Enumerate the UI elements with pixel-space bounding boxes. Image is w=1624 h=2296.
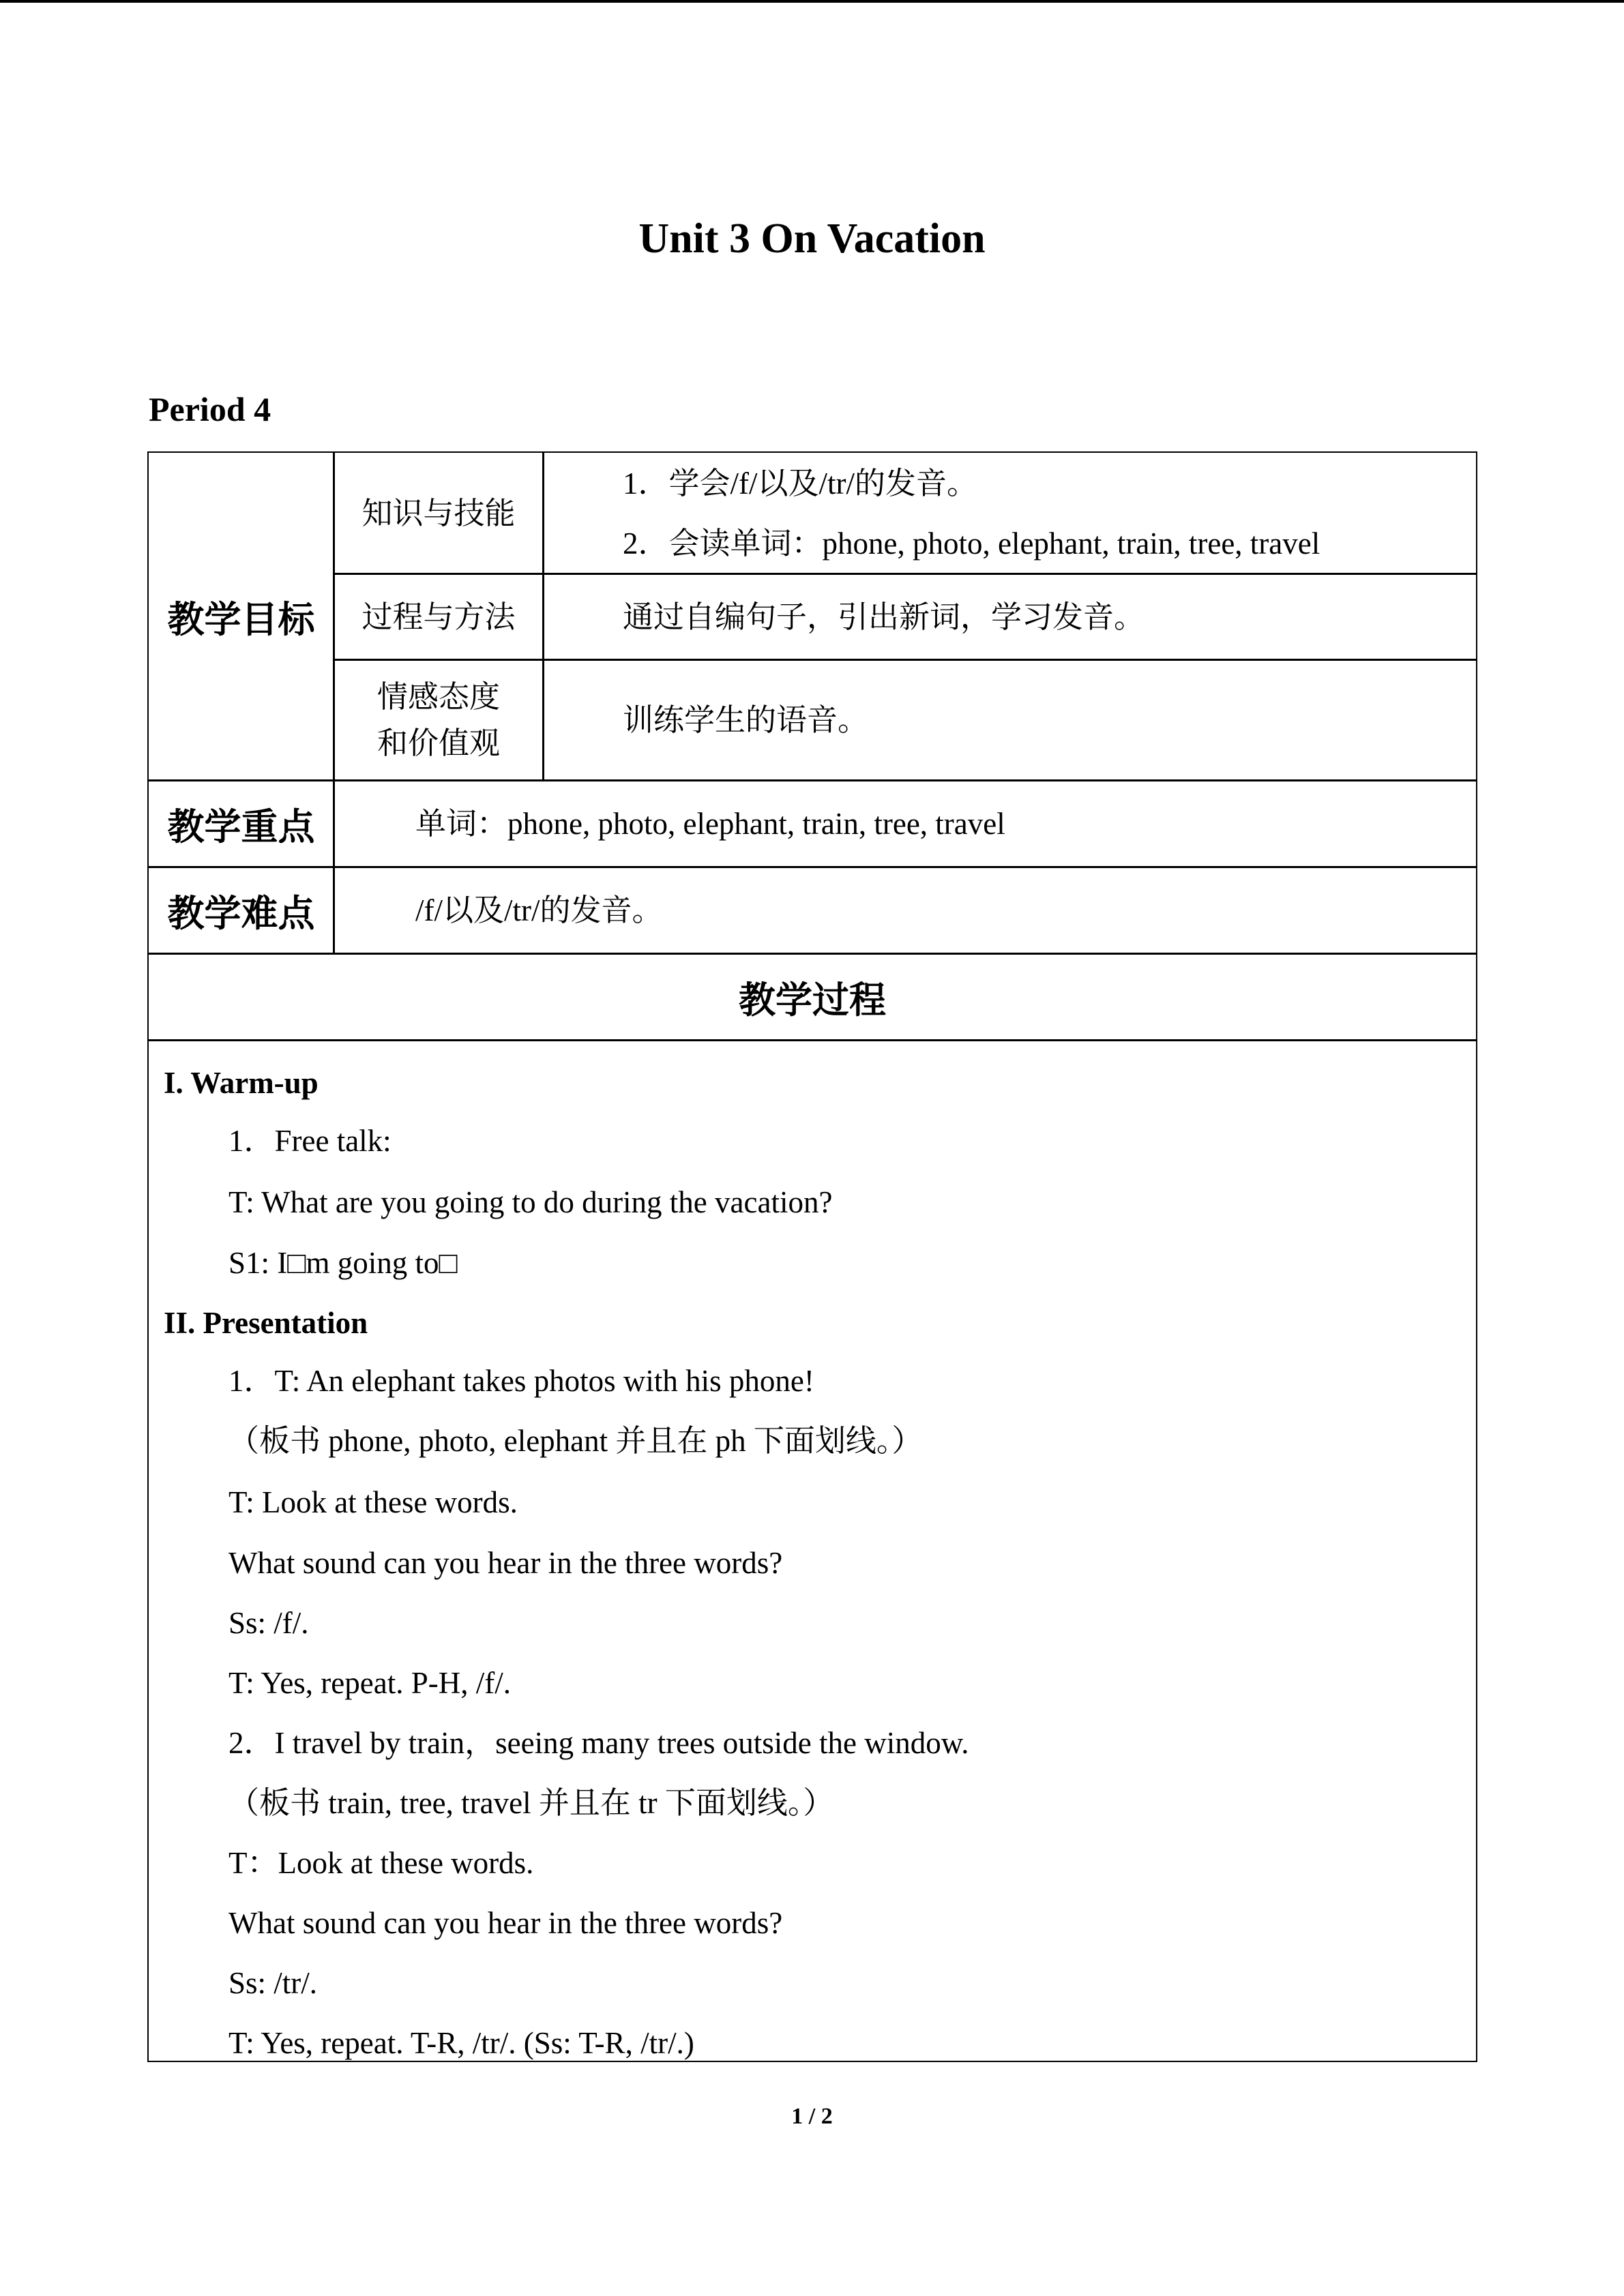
row-divider [147,1039,1477,1041]
knowledge-line-1: 1．学会/f/以及/tr/的发音。 [623,466,977,501]
top-border [0,0,1624,3]
procedure-line: 2．I travel by train，seeing many trees outside the window. [228,1726,969,1760]
procedure-line: T: What are you going to do during the vacation? [228,1185,833,1219]
procedure-line: T: Yes, repeat. P-H, /f/. [228,1666,511,1700]
procedure-line: （板书 phone, photo, elephant 并且在 ph 下面划线。） [228,1424,923,1458]
period-heading: Period 4 [149,390,271,428]
attitude-label-line-2: 和价值观 [377,725,500,761]
procedure-line: T: Yes, repeat. T-R, /tr/. (Ss: T-R, /tr/.) [228,2026,694,2060]
procedure-line: 1．T: An elephant takes photos with his phone! [228,1364,814,1398]
process-methods-label: 过程与方法 [361,598,516,635]
key-points-content: 单词：phone, photo, elephant, train, tree, travel [415,807,1005,841]
procedure-line: T：Look at these words. [228,1846,534,1880]
procedure-line: T: Look at these words. [228,1485,518,1519]
procedure-line: （板书 train, tree, travel 并且在 tr 下面划线。） [228,1786,834,1820]
section-heading-warm-up: I. Warm-up [164,1066,319,1100]
key-points-header: 教学重点 [167,805,315,848]
procedure-line: 1．Free talk: [228,1124,392,1158]
attitude-label-line-1: 情感态度 [377,679,500,715]
process-methods-content: 通过自编句子，引出新词，学习发音。 [623,599,1145,634]
procedure-line: S1: I□m going to□ [228,1246,458,1280]
attitude-values-content: 训练学生的语音。 [623,703,869,737]
difficulties-content: /f/以及/tr/的发音。 [415,893,663,927]
procedure-line: Ss: /f/. [228,1606,309,1640]
procedure-line: Ss: /tr/. [228,1966,318,2000]
knowledge-skills-label: 知识与技能 [361,494,516,531]
attitude-values-label [335,661,542,779]
knowledge-line-2: 2．会读单词：phone, photo, elephant, train, tree, travel [623,526,1320,561]
section-heading-presentation: II. Presentation [164,1306,368,1340]
difficulties-header: 教学难点 [167,891,315,935]
process-header: 教学过程 [739,978,886,1022]
objectives-header: 教学目标 [167,597,315,641]
page-title: Unit 3 On Vacation [638,215,986,262]
page-number: 1 / 2 [791,2104,833,2129]
procedure-line: What sound can you hear in the three words? [228,1546,783,1580]
knowledge-skills-content [544,453,1475,573]
procedure-line: What sound can you hear in the three words? [228,1906,783,1940]
